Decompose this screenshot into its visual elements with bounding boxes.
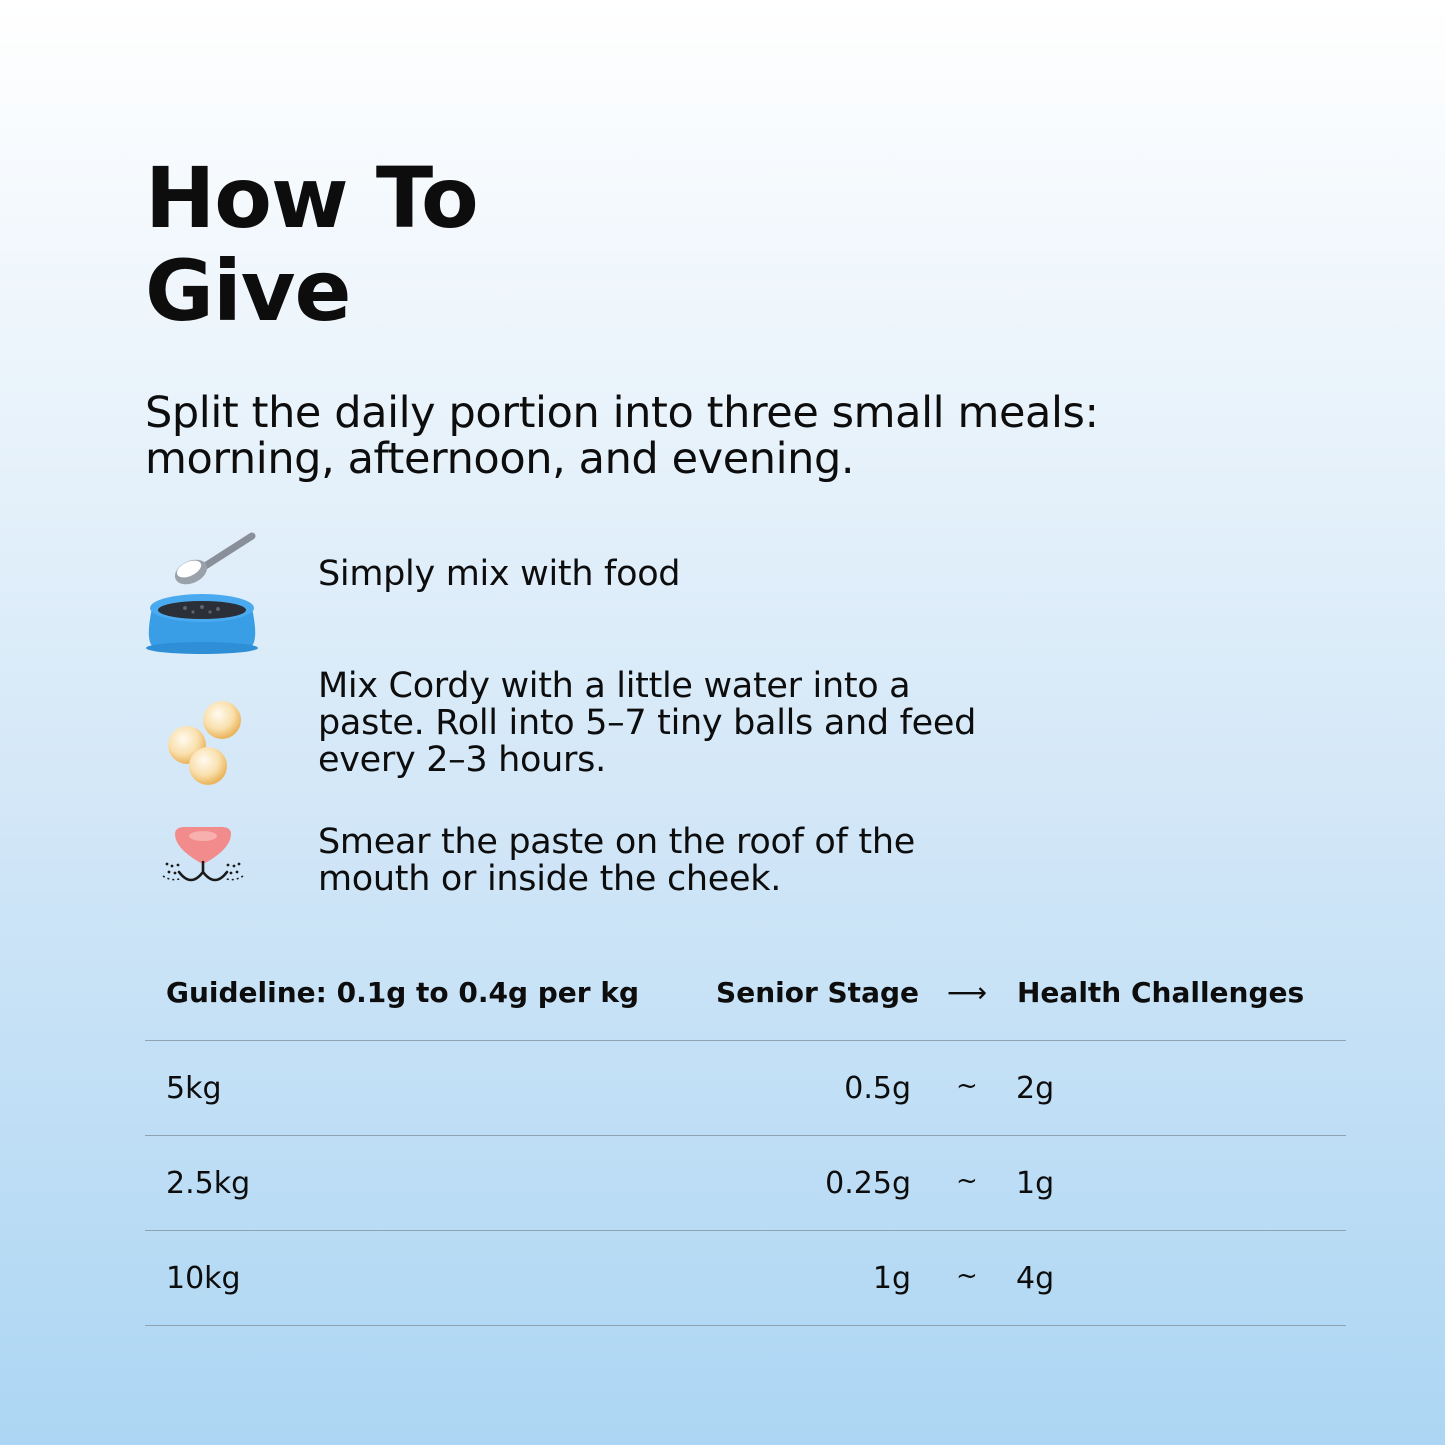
cell-range-separator: ~ — [956, 1166, 978, 1196]
cell-senior-dose: 0.5g — [844, 1071, 911, 1106]
header-health-challenges: Health Challenges — [1017, 976, 1305, 1009]
step-line: every 2–3 hours. — [318, 740, 606, 780]
table-header — [145, 960, 1346, 1041]
header-guideline: Guideline: 0.1g to 0.4g per kg — [166, 976, 640, 1009]
step-line: paste. Roll into 5–7 tiny balls and feed — [318, 703, 976, 743]
pet-nose-icon — [158, 824, 248, 900]
paste-balls-icon — [160, 696, 250, 795]
page-title — [145, 149, 478, 340]
dosage-table — [145, 960, 1346, 1326]
header-senior-stage: Senior Stage — [716, 976, 919, 1009]
title-line-2: Give — [145, 242, 351, 340]
cell-range-separator: ~ — [956, 1261, 978, 1291]
arrow-right-icon: ⟶ — [947, 976, 988, 1009]
table-row — [145, 1136, 1346, 1231]
subtitle-line-1: Split the daily portion into three small meals: — [145, 388, 1099, 438]
cell-senior-dose: 1g — [872, 1261, 911, 1296]
step-text — [318, 824, 915, 898]
cell-health-dose: 1g — [1016, 1166, 1055, 1201]
cell-weight: 10kg — [166, 1261, 241, 1296]
step-text — [318, 556, 680, 593]
cell-health-dose: 4g — [1016, 1261, 1055, 1296]
title-line-1: How To — [145, 149, 478, 247]
cell-health-dose: 2g — [1016, 1071, 1055, 1106]
step-line: Simply mix with food — [318, 554, 681, 594]
step-line: mouth or inside the cheek. — [318, 859, 782, 899]
step-line: Mix Cordy with a little water into a — [318, 666, 911, 706]
step-line: Smear the paste on the roof of the — [318, 822, 915, 862]
step-text — [318, 668, 976, 779]
page-subtitle — [145, 390, 1295, 482]
food-bowl-spoon-icon — [140, 528, 265, 662]
cell-weight: 2.5kg — [166, 1166, 251, 1201]
cell-weight: 5kg — [166, 1071, 222, 1106]
cell-range-separator: ~ — [956, 1071, 978, 1101]
table-row — [145, 1231, 1346, 1326]
table-row — [145, 1041, 1346, 1136]
subtitle-line-2: morning, afternoon, and evening. — [145, 434, 855, 484]
cell-senior-dose: 0.25g — [825, 1166, 911, 1201]
